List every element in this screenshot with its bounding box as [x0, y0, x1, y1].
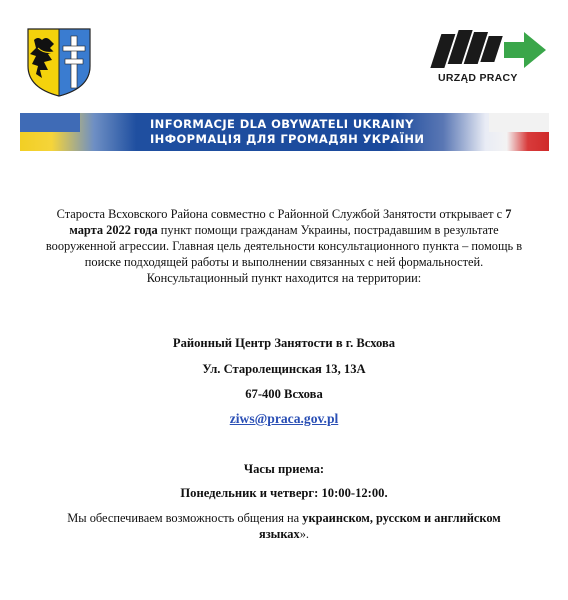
- closing-text-2: ».: [299, 527, 309, 541]
- banner-line-polish: INFORMACJE DLA OBYWATELI UKRAINY: [150, 117, 414, 131]
- intro-paragraph: [40, 206, 528, 286]
- info-banner: [20, 113, 549, 151]
- urzad-pracy-label: URZĄD PRACY: [438, 72, 518, 84]
- postal-address: 67-400 Всхова: [245, 387, 323, 401]
- banner-line-ukrainian: ІНФОРМАЦІЯ ДЛЯ ГРОМАДЯН УКРАЇНИ: [150, 132, 425, 146]
- intro-location-line: Консультационный пункт находится на территории:: [146, 271, 422, 285]
- email-container: [0, 410, 568, 428]
- closing-text-1: Мы обеспечиваем возможность общения на: [67, 511, 303, 525]
- intro-date: 7 марта 2022 года: [69, 207, 512, 237]
- street-address: Ул. Старолещинская 13, 13А: [202, 362, 366, 376]
- closing-paragraph: [60, 510, 508, 542]
- hours-heading: Часы приема:: [243, 462, 325, 476]
- center-name: Районный Центр Занятости в г. Всхова: [172, 336, 396, 350]
- closing-languages: украинском, русском и английском языках: [259, 511, 501, 541]
- intro-text-2: пункт помощи гражданам Украины, пострадавшим в результате вооруженной агрессии. Главная цель деятельности консультационного пункта – помощь в поиске подходящей работы и выполнении связанных с ней формальностей.: [45, 223, 523, 269]
- intro-text-1: Староста Всховского Района совместно с Районной Службой Занятости открывает с: [56, 207, 506, 221]
- coat-of-arms-icon: [24, 26, 94, 98]
- hours-schedule: Понедельник и четверг: 10:00-12:00.: [180, 486, 388, 500]
- email-link[interactable]: ziws@praca.gov.pl: [229, 411, 339, 426]
